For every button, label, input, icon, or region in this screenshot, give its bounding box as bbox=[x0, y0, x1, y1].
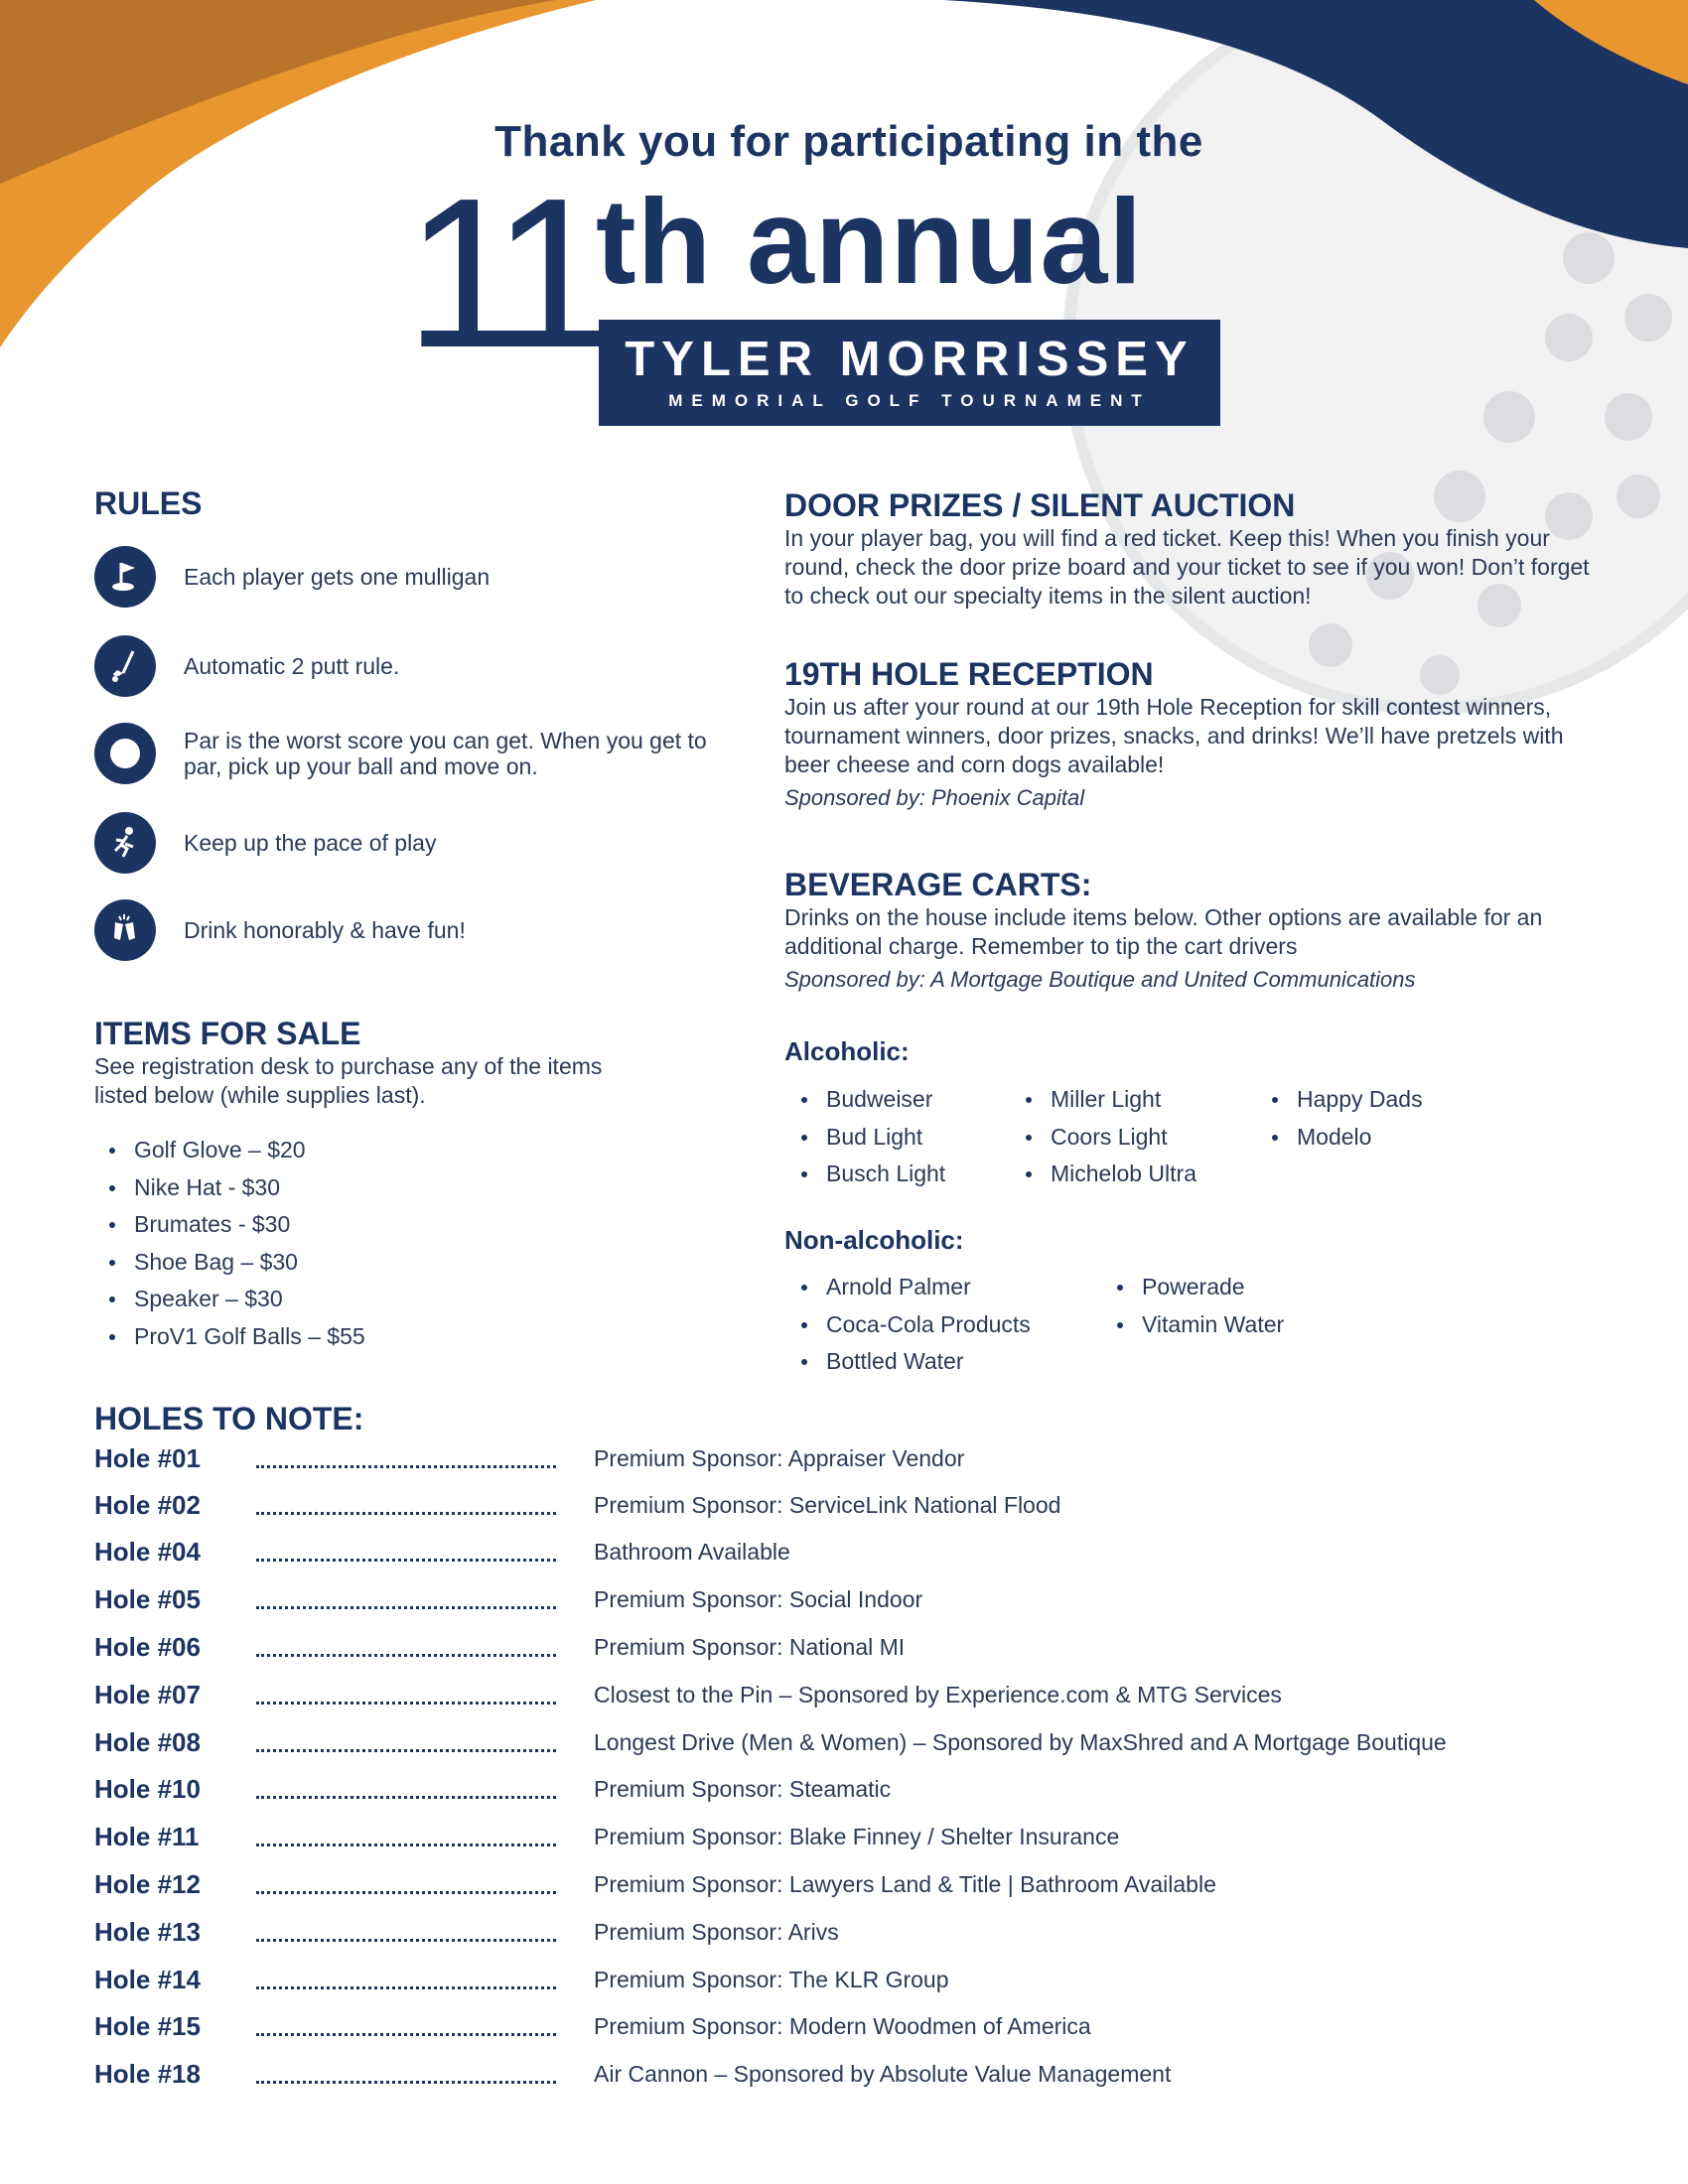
dot-leader bbox=[256, 1749, 556, 1752]
list-item: Nike Hat - $30 bbox=[94, 1169, 690, 1207]
hole-desc: Premium Sponsor: The KLR Group bbox=[594, 1967, 949, 1992]
hole-row bbox=[94, 2011, 1643, 2051]
rule-text: Automatic 2 putt rule. bbox=[184, 653, 400, 679]
reception-text: Join us after your round at our 19th Hole Reception for skill contest winners, tournament winners, door prizes, snacks, and drinks! We’ll have pretzels with beer cheese and corn dogs available! bbox=[784, 694, 1564, 777]
rules-title: RULES bbox=[94, 485, 203, 521]
rule-item bbox=[94, 546, 490, 608]
flag-icon bbox=[94, 546, 156, 608]
holes-title: HOLES TO NOTE: bbox=[94, 1401, 364, 1436]
holes-title-wrap bbox=[94, 1400, 363, 1437]
list-item: Powerade bbox=[1102, 1269, 1284, 1306]
dot-leader bbox=[256, 1512, 556, 1515]
nonalcoholic-col-2 bbox=[1102, 1269, 1284, 1343]
hole-row bbox=[94, 2059, 1643, 2099]
beverage-sponsor: Sponsored by: A Mortgage Boutique and United Communications bbox=[784, 967, 1416, 992]
hole-row bbox=[94, 1965, 1643, 2004]
dot-leader bbox=[256, 1796, 556, 1799]
list-item: Brumates - $30 bbox=[94, 1206, 690, 1244]
golf-club-icon bbox=[94, 635, 156, 697]
dot-leader bbox=[256, 1559, 556, 1562]
dot-leader bbox=[256, 1702, 556, 1705]
cheers-icon bbox=[94, 899, 156, 961]
dot-leader bbox=[256, 2081, 556, 2084]
list-item: ProV1 Golf Balls – $55 bbox=[94, 1318, 690, 1356]
rule-text: Each player gets one mulligan bbox=[184, 564, 491, 590]
hole-label: Hole #11 bbox=[94, 1822, 200, 1851]
list-item: Coors Light bbox=[1011, 1119, 1196, 1157]
dot-leader bbox=[256, 1843, 556, 1846]
list-item: Shoe Bag – $30 bbox=[94, 1244, 690, 1282]
beverage-section bbox=[784, 866, 1599, 993]
beverage-text: Drinks on the house include items below. Other options are available for an additional charge. Remember to tip the cart drivers bbox=[784, 904, 1543, 959]
list-item: Golf Glove – $20 bbox=[94, 1132, 690, 1169]
list-item: Budweiser bbox=[786, 1081, 945, 1119]
hole-row bbox=[94, 1727, 1643, 1767]
hole-desc: Premium Sponsor: National MI bbox=[594, 1634, 906, 1660]
hole-row bbox=[94, 1822, 1643, 1861]
hole-row bbox=[94, 1917, 1643, 1957]
reception-title: 19TH HOLE RECEPTION bbox=[784, 656, 1154, 692]
dot-leader bbox=[256, 1891, 556, 1894]
rule-item bbox=[94, 635, 399, 697]
hole-label: Hole #12 bbox=[94, 1869, 201, 1899]
door-prizes-title: DOOR PRIZES / SILENT AUCTION bbox=[784, 487, 1296, 523]
tournament-subtitle: MEMORIAL GOLF TOURNAMENT bbox=[668, 391, 1151, 410]
door-prizes-section bbox=[784, 486, 1599, 611]
hole-label: Hole #08 bbox=[94, 1727, 201, 1757]
list-item: Vitamin Water bbox=[1102, 1306, 1284, 1344]
hole-desc: Premium Sponsor: ServiceLink National Flood bbox=[594, 1492, 1061, 1518]
hole-label: Hole #13 bbox=[94, 1917, 201, 1947]
hole-desc: Premium Sponsor: Modern Woodmen of America bbox=[594, 2013, 1091, 2039]
dot-leader bbox=[256, 1606, 556, 1609]
items-for-sale-list bbox=[94, 1132, 690, 1355]
hole-desc: Premium Sponsor: Appraiser Vendor bbox=[594, 1445, 965, 1471]
rules-section bbox=[94, 484, 740, 943]
dot-leader bbox=[256, 1939, 556, 1942]
rule-text: Keep up the pace of play bbox=[184, 830, 437, 856]
header-thank-you: Thank you for participating in the bbox=[494, 117, 1203, 166]
list-item: Modelo bbox=[1257, 1119, 1423, 1157]
hole-row bbox=[94, 1632, 1643, 1672]
rule-item bbox=[94, 812, 436, 874]
rule-text: Drink honorably & have fun! bbox=[184, 917, 466, 943]
hole-desc: Air Cannon – Sponsored by Absolute Value Management bbox=[594, 2061, 1172, 2087]
list-item: Arnold Palmer bbox=[786, 1269, 1031, 1306]
dot-leader bbox=[256, 1654, 556, 1657]
hole-desc: Premium Sponsor: Lawyers Land & Title | Bathroom Available bbox=[594, 1871, 1216, 1897]
hole-row bbox=[94, 1584, 1643, 1624]
hole-row bbox=[94, 1490, 1643, 1530]
list-item: Happy Dads bbox=[1257, 1081, 1423, 1119]
list-item: Busch Light bbox=[786, 1156, 945, 1193]
hole-desc: Premium Sponsor: Steamatic bbox=[594, 1776, 892, 1802]
hole-label: Hole #10 bbox=[94, 1774, 201, 1804]
hole-label: Hole #02 bbox=[94, 1490, 201, 1520]
alcoholic-col-3 bbox=[1257, 1081, 1423, 1156]
rule-item bbox=[94, 899, 466, 961]
hole-label: Hole #01 bbox=[94, 1443, 201, 1473]
hole-desc: Longest Drive (Men & Women) – Sponsored by MaxShred and A Mortgage Boutique bbox=[594, 1729, 1447, 1755]
hole-label: Hole #14 bbox=[94, 1965, 201, 1994]
list-item: Miller Light bbox=[1011, 1081, 1196, 1119]
dot-leader bbox=[256, 1465, 556, 1468]
reception-sponsor: Sponsored by: Phoenix Capital bbox=[784, 785, 1085, 810]
items-for-sale-intro: See registration desk to purchase any of the items listed below (while supplies last). bbox=[94, 1053, 603, 1108]
beverage-title: BEVERAGE CARTS: bbox=[784, 867, 1092, 902]
tournament-title-box bbox=[599, 320, 1220, 426]
list-item: Michelob Ultra bbox=[1011, 1156, 1196, 1193]
alcoholic-col-2 bbox=[1011, 1081, 1196, 1193]
reception-section bbox=[784, 655, 1599, 811]
hole-desc: Premium Sponsor: Blake Finney / Shelter Insurance bbox=[594, 1824, 1120, 1849]
rule-item bbox=[94, 723, 710, 784]
hole-label: Hole #07 bbox=[94, 1680, 201, 1709]
door-prizes-text: In your player bag, you will find a red ticket. Keep this! When you finish your round, check the door prize board and your ticket to see if you won! Don’t forget to check out our specialty items in the silent auction! bbox=[784, 525, 1590, 609]
list-item: Coca-Cola Products bbox=[786, 1306, 1031, 1344]
hole-desc: Premium Sponsor: Arivs bbox=[594, 1919, 839, 1945]
annual-text: th annual bbox=[596, 174, 1144, 309]
hole-row bbox=[94, 1680, 1643, 1719]
hole-row bbox=[94, 1774, 1643, 1814]
hole-row bbox=[94, 1443, 1643, 1483]
alcoholic-col-1 bbox=[786, 1081, 945, 1193]
big-number: 11 bbox=[405, 153, 596, 392]
hole-desc: Closest to the Pin – Sponsored by Experience.com & MTG Services bbox=[594, 1682, 1282, 1707]
tournament-name: TYLER MORRISSEY bbox=[625, 333, 1195, 386]
hole-desc: Bathroom Available bbox=[594, 1539, 790, 1565]
hole-desc: Premium Sponsor: Social Indoor bbox=[594, 1586, 923, 1612]
hole-label: Hole #04 bbox=[94, 1537, 201, 1567]
items-for-sale-title: ITEMS FOR SALE bbox=[94, 1016, 361, 1051]
items-for-sale-section bbox=[94, 1015, 690, 1355]
hole-label: Hole #15 bbox=[94, 2011, 201, 2041]
runner-icon bbox=[94, 812, 156, 874]
list-item: Speaker – $30 bbox=[94, 1281, 690, 1318]
rule-text: Par is the worst score you can get. When you get to par, pick up your ball and move on. bbox=[184, 728, 707, 779]
ring-icon bbox=[94, 723, 156, 784]
dot-leader bbox=[256, 2033, 556, 2036]
list-item: Bottled Water bbox=[786, 1343, 1031, 1381]
hole-row bbox=[94, 1537, 1643, 1576]
dot-leader bbox=[256, 1986, 556, 1989]
hole-label: Hole #06 bbox=[94, 1632, 201, 1662]
nonalcoholic-title: Non-alcoholic: bbox=[784, 1225, 964, 1255]
alcoholic-title: Alcoholic: bbox=[784, 1036, 910, 1066]
hole-label: Hole #18 bbox=[94, 2059, 201, 2089]
hole-label: Hole #05 bbox=[94, 1584, 201, 1614]
nonalcoholic-col-1 bbox=[786, 1269, 1031, 1381]
hole-row bbox=[94, 1869, 1643, 1909]
list-item: Bud Light bbox=[786, 1119, 945, 1157]
